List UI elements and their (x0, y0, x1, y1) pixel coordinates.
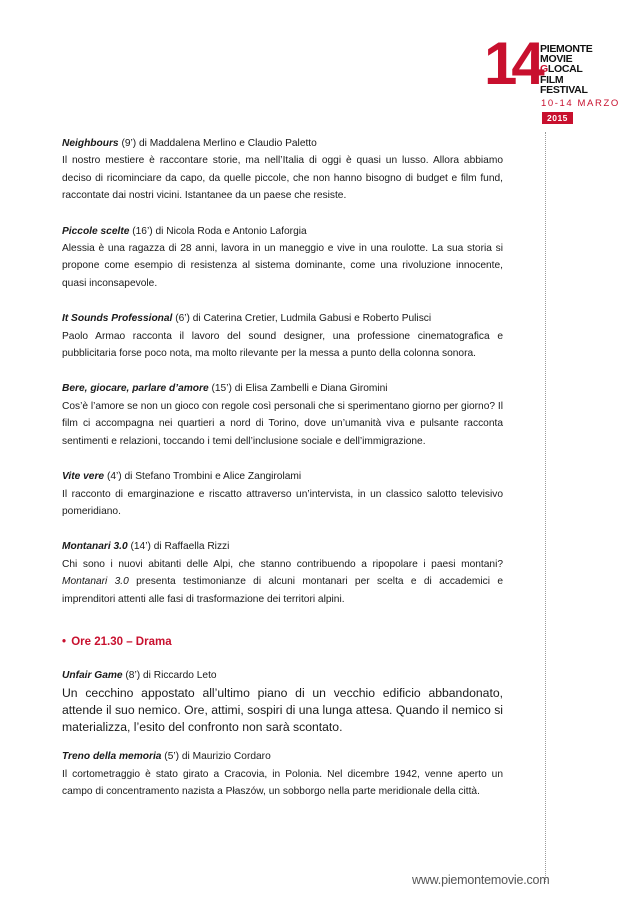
film-meta: (5’) di Maurizio Cordaro (161, 751, 271, 763)
section-heading-drama (62, 634, 503, 651)
synopsis-text: Chi sono i nuovi abitanti delle Alpi, che stanno contribuendo a ripopolare i paesi montani? (62, 558, 503, 570)
film-meta: (14’) di Raffaella Rizzi (127, 541, 230, 553)
logo-line: GLOCAL (540, 63, 583, 76)
program-content (62, 135, 503, 819)
film-synopsis: Il cortometraggio è stato girato a Cracovia, in Polonia. Nel dicembre 1942, venne aperto un campo di concentramento nazista a Płaszów, un sobborgo nella parte meridionale della città. (62, 768, 503, 798)
logo-line: FESTIVAL (540, 83, 588, 96)
festival-logo (484, 30, 620, 123)
film-entry (62, 310, 503, 362)
film-synopsis: Alessia è una ragazza di 28 anni, lavora in un maneggio e vive in una roulotte. La sua storia si propone come esempio di resistenza al sistema dominante, come una rivoluzione innocente, quasi inconsapevole. (62, 243, 503, 289)
film-meta: (6’) di Caterina Cretier, Ludmila Gabusi e Roberto Pulisci (172, 313, 432, 325)
film-title: Bere, giocare, parlare d’amore (62, 383, 209, 395)
synopsis-text: presenta testimonianze di alcuni montanari per scelta e di accademici e imprenditori attenti alle fasi di trasformazione dei territori alpini. (62, 576, 503, 605)
film-entry (62, 380, 503, 450)
film-title: Piccole scelte (62, 225, 130, 237)
film-title-line (62, 135, 503, 152)
film-title: It Sounds Professional (62, 313, 173, 325)
film-meta: (4’) di Stefano Trombini e Alice Zangirolami (104, 471, 302, 483)
film-title-line (62, 748, 503, 765)
film-title-line (62, 468, 503, 485)
film-title-line (62, 667, 503, 684)
film-title-line (62, 310, 503, 327)
film-synopsis: Un cecchino appostato all’ultimo piano di un vecchio edificio abbandonato, attende il suo nemico. Ore, attimi, sospiri di una lunga attesa. Quando il nemico si materializza, l’esito del confronto non sarà scontato. (62, 685, 503, 735)
dotted-divider (545, 132, 546, 882)
logo-number: 14 (484, 30, 539, 97)
bullet-icon: • (62, 635, 67, 648)
film-meta: (8’) di Riccardo Leto (122, 670, 217, 682)
film-title: Unfair Game (62, 670, 123, 682)
film-synopsis: Il racconto di emarginazione e riscatto attraverso un’intervista, in un classico salotto televisivo pomeridiano. (62, 488, 503, 517)
film-entry (62, 135, 503, 205)
film-entry (62, 538, 503, 608)
logo-line: FILM (540, 73, 564, 86)
film-title-line (62, 223, 503, 240)
film-title: Neighbours (62, 138, 119, 149)
film-title-line (62, 380, 503, 397)
film-title-line (62, 538, 503, 555)
section-heading-text: Ore 21.30 – Drama (71, 635, 172, 648)
film-synopsis: Paolo Armao racconta il lavoro del sound designer, una professione cinematografica e pubblicitaria forse poco nota, ma molto rilevante per la messa a punto della colonna sonora. (62, 330, 503, 360)
film-title: Treno della memoria (62, 751, 162, 763)
logo-line: PIEMONTE (540, 43, 593, 55)
film-entry (62, 667, 503, 736)
film-synopsis (62, 556, 503, 608)
film-synopsis: Cos’è l’amore se non un gioco con regole così personali che si sperimentano giorno per giorno? Il film ci accompagna nei quartieri a nord di Torino, dove un’umanità viva e pulsante racconta sentimenti e relazioni, toccando i temi dell’inclusione sociale e dell’immigrazione. (62, 400, 503, 447)
festival-year-badge: 2015 (542, 112, 573, 124)
synopsis-italic-title: Montanari 3.0 (62, 576, 129, 588)
film-title: Vite vere (62, 471, 105, 483)
film-meta: (9’) di Maddalena Merlino e Claudio Paletto (118, 138, 317, 149)
film-meta: (16’) di Nicola Roda e Antonio Laforgia (129, 225, 307, 237)
film-title: Montanari 3.0 (62, 541, 128, 553)
film-meta: (15’) di Elisa Zambelli e Diana Giromini (208, 383, 388, 395)
website-url: www.piemontemovie.com (412, 873, 550, 887)
film-entry (62, 468, 503, 520)
logo-wordmark (540, 44, 592, 95)
film-entry (62, 223, 503, 293)
festival-dates: 10-14 MARZO (541, 98, 620, 109)
logo-line: MOVIE (540, 53, 573, 66)
film-synopsis: Il nostro mestiere è raccontare storie, ma nell’Italia di oggi è quasi un lusso. Allora abbiamo deciso di ricominciare da capo, da quelle piccole, che non hanno bisogno di budget e film fund, raccontate dai nostri vicini. Istantanee da un paese che resiste. (62, 155, 503, 202)
film-entry (62, 748, 503, 800)
